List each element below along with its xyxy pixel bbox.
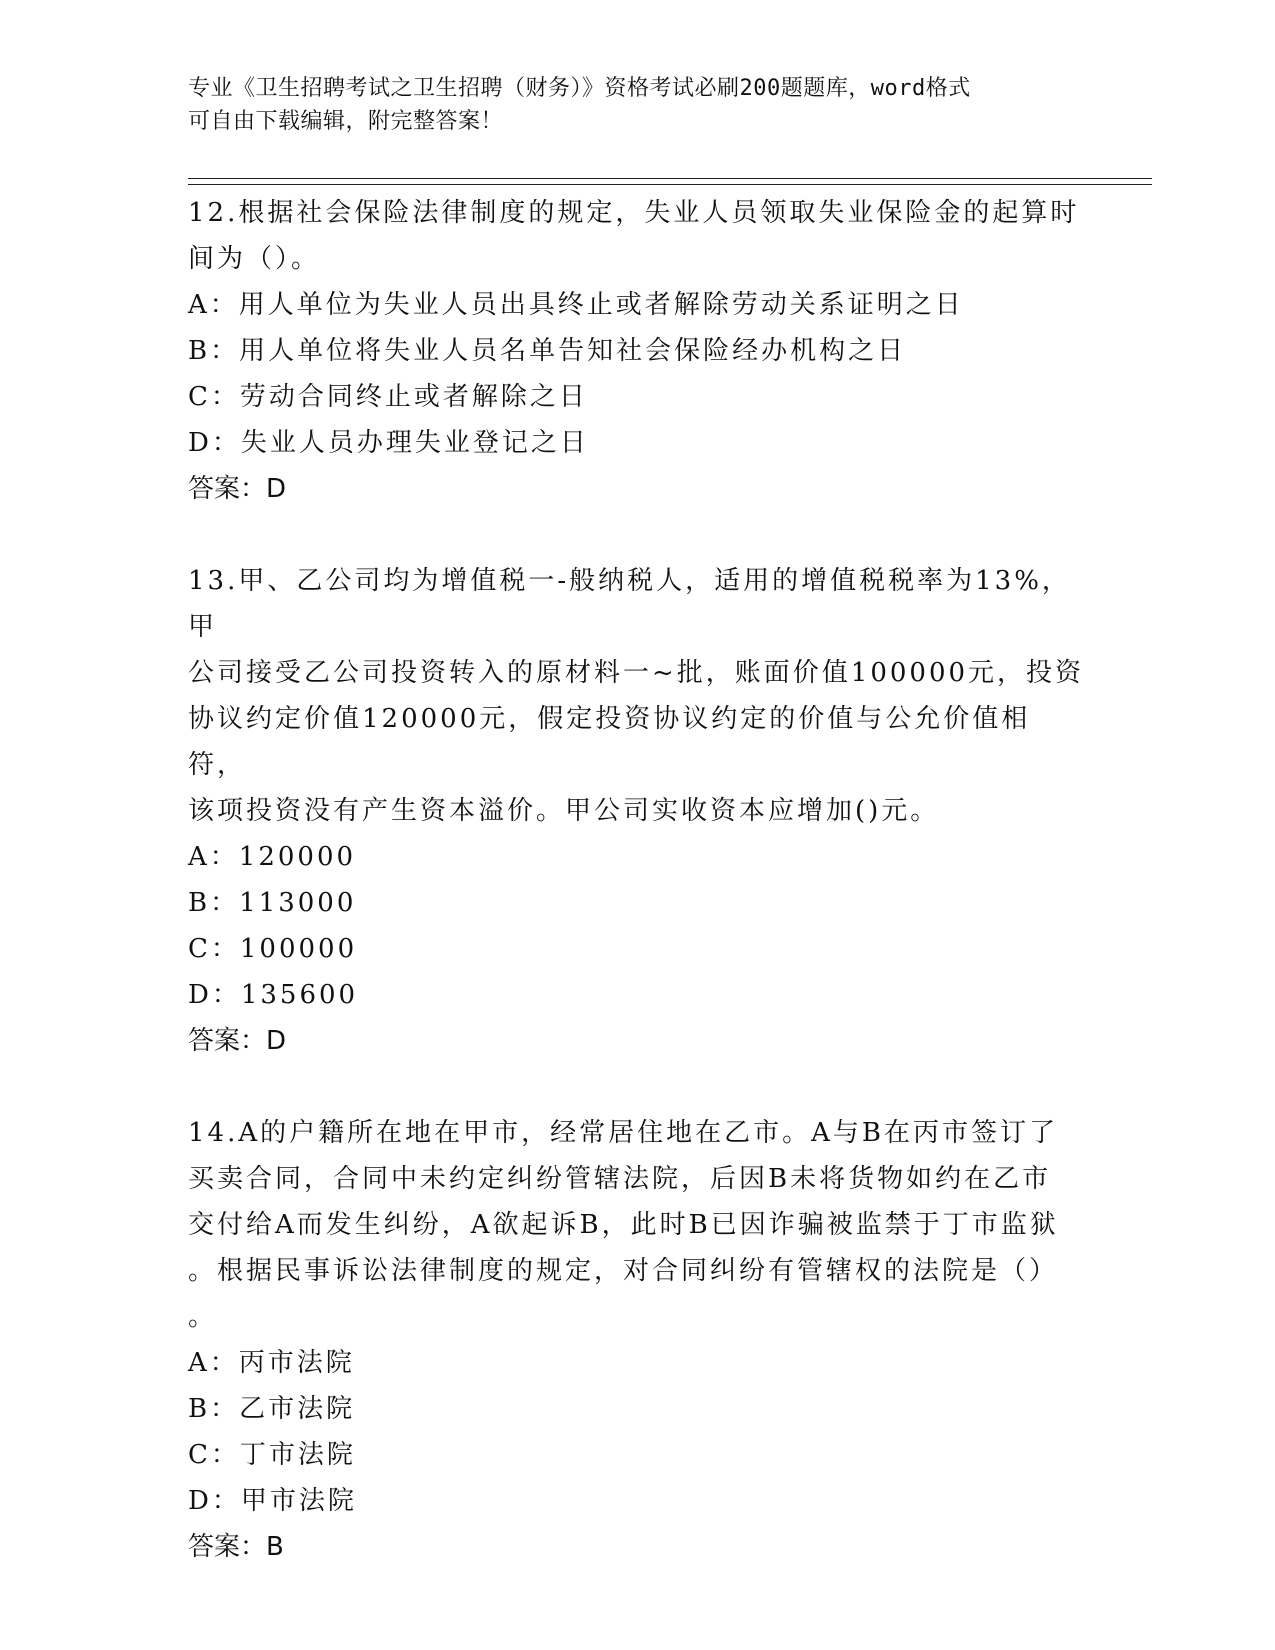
question-text-line: 买卖合同，合同中未约定纠纷管辖法院，后因B未将货物如约在乙市 [188,1164,1052,1194]
question-text-line: 协议约定价值120000元，假定投资协议约定的价值与公允价值相符， [188,704,1031,780]
header-line-1: 专业《卫生招聘考试之卫生招聘（财务）》资格考试必刷200题题库，word格式 [188,76,971,101]
option-a: A：丙市法院 [188,1348,355,1378]
question-text-line: 14.A的户籍所在地在甲市，经常居住地在乙市。A与B在丙市签订了 [188,1118,1059,1148]
spacer [188,512,1088,558]
option-a: A：120000 [188,842,357,872]
option-d: D：135600 [188,980,359,1010]
option-c: C：100000 [188,934,358,964]
header-line-2: 可自由下载编辑，附完整答案！ [188,109,504,134]
option-b: B：用人单位将失业人员名单告知社会保险经办机构之日 [188,336,907,366]
option-c: C：丁市法院 [188,1440,356,1470]
question-14 [188,1110,1088,1570]
question-text-line: 公司接受乙公司投资转入的原材料一~批，账面价值100000元，投资 [188,658,1085,688]
question-text-line: 13.甲、乙公司均为增值税一-般纳税人，适用的增值税税率为13%，甲 [188,566,1071,642]
option-c: C：劳动合同终止或者解除之日 [188,382,588,412]
answer: 答案：D [188,1026,287,1056]
question-text-line: 。 [188,1302,218,1332]
option-d: D：失业人员办理失业登记之日 [188,428,589,458]
option-b: B：乙市法院 [188,1394,356,1424]
question-text-line: 。根据民事诉讼法律制度的规定，对合同纠纷有管辖权的法院是（） [188,1256,1059,1286]
question-13 [188,558,1088,1064]
spacer [188,1064,1088,1110]
question-text-line: 间为（）。 [188,244,321,274]
option-a: A：用人单位为失业人员出具终止或者解除劳动关系证明之日 [188,290,964,320]
header-divider-top [188,178,1152,179]
question-12 [188,190,1088,512]
question-list [188,190,1088,1570]
question-text-line: 该项投资没有产生资本溢价。甲公司实收资本应增加()元。 [188,796,940,826]
answer: 答案：D [188,474,287,504]
question-text-line: 12.根据社会保险法律制度的规定，失业人员领取失业保险金的起算时 [188,198,1080,228]
option-d: D：甲市法院 [188,1486,357,1516]
option-b: B：113000 [188,888,357,918]
document-header [188,72,1088,138]
question-text-line: 交付给A而发生纠纷，A欲起诉B，此时B已因诈骗被监禁于丁市监狱 [188,1210,1059,1240]
header-divider-bottom [188,184,1152,185]
answer: 答案：B [188,1532,284,1562]
